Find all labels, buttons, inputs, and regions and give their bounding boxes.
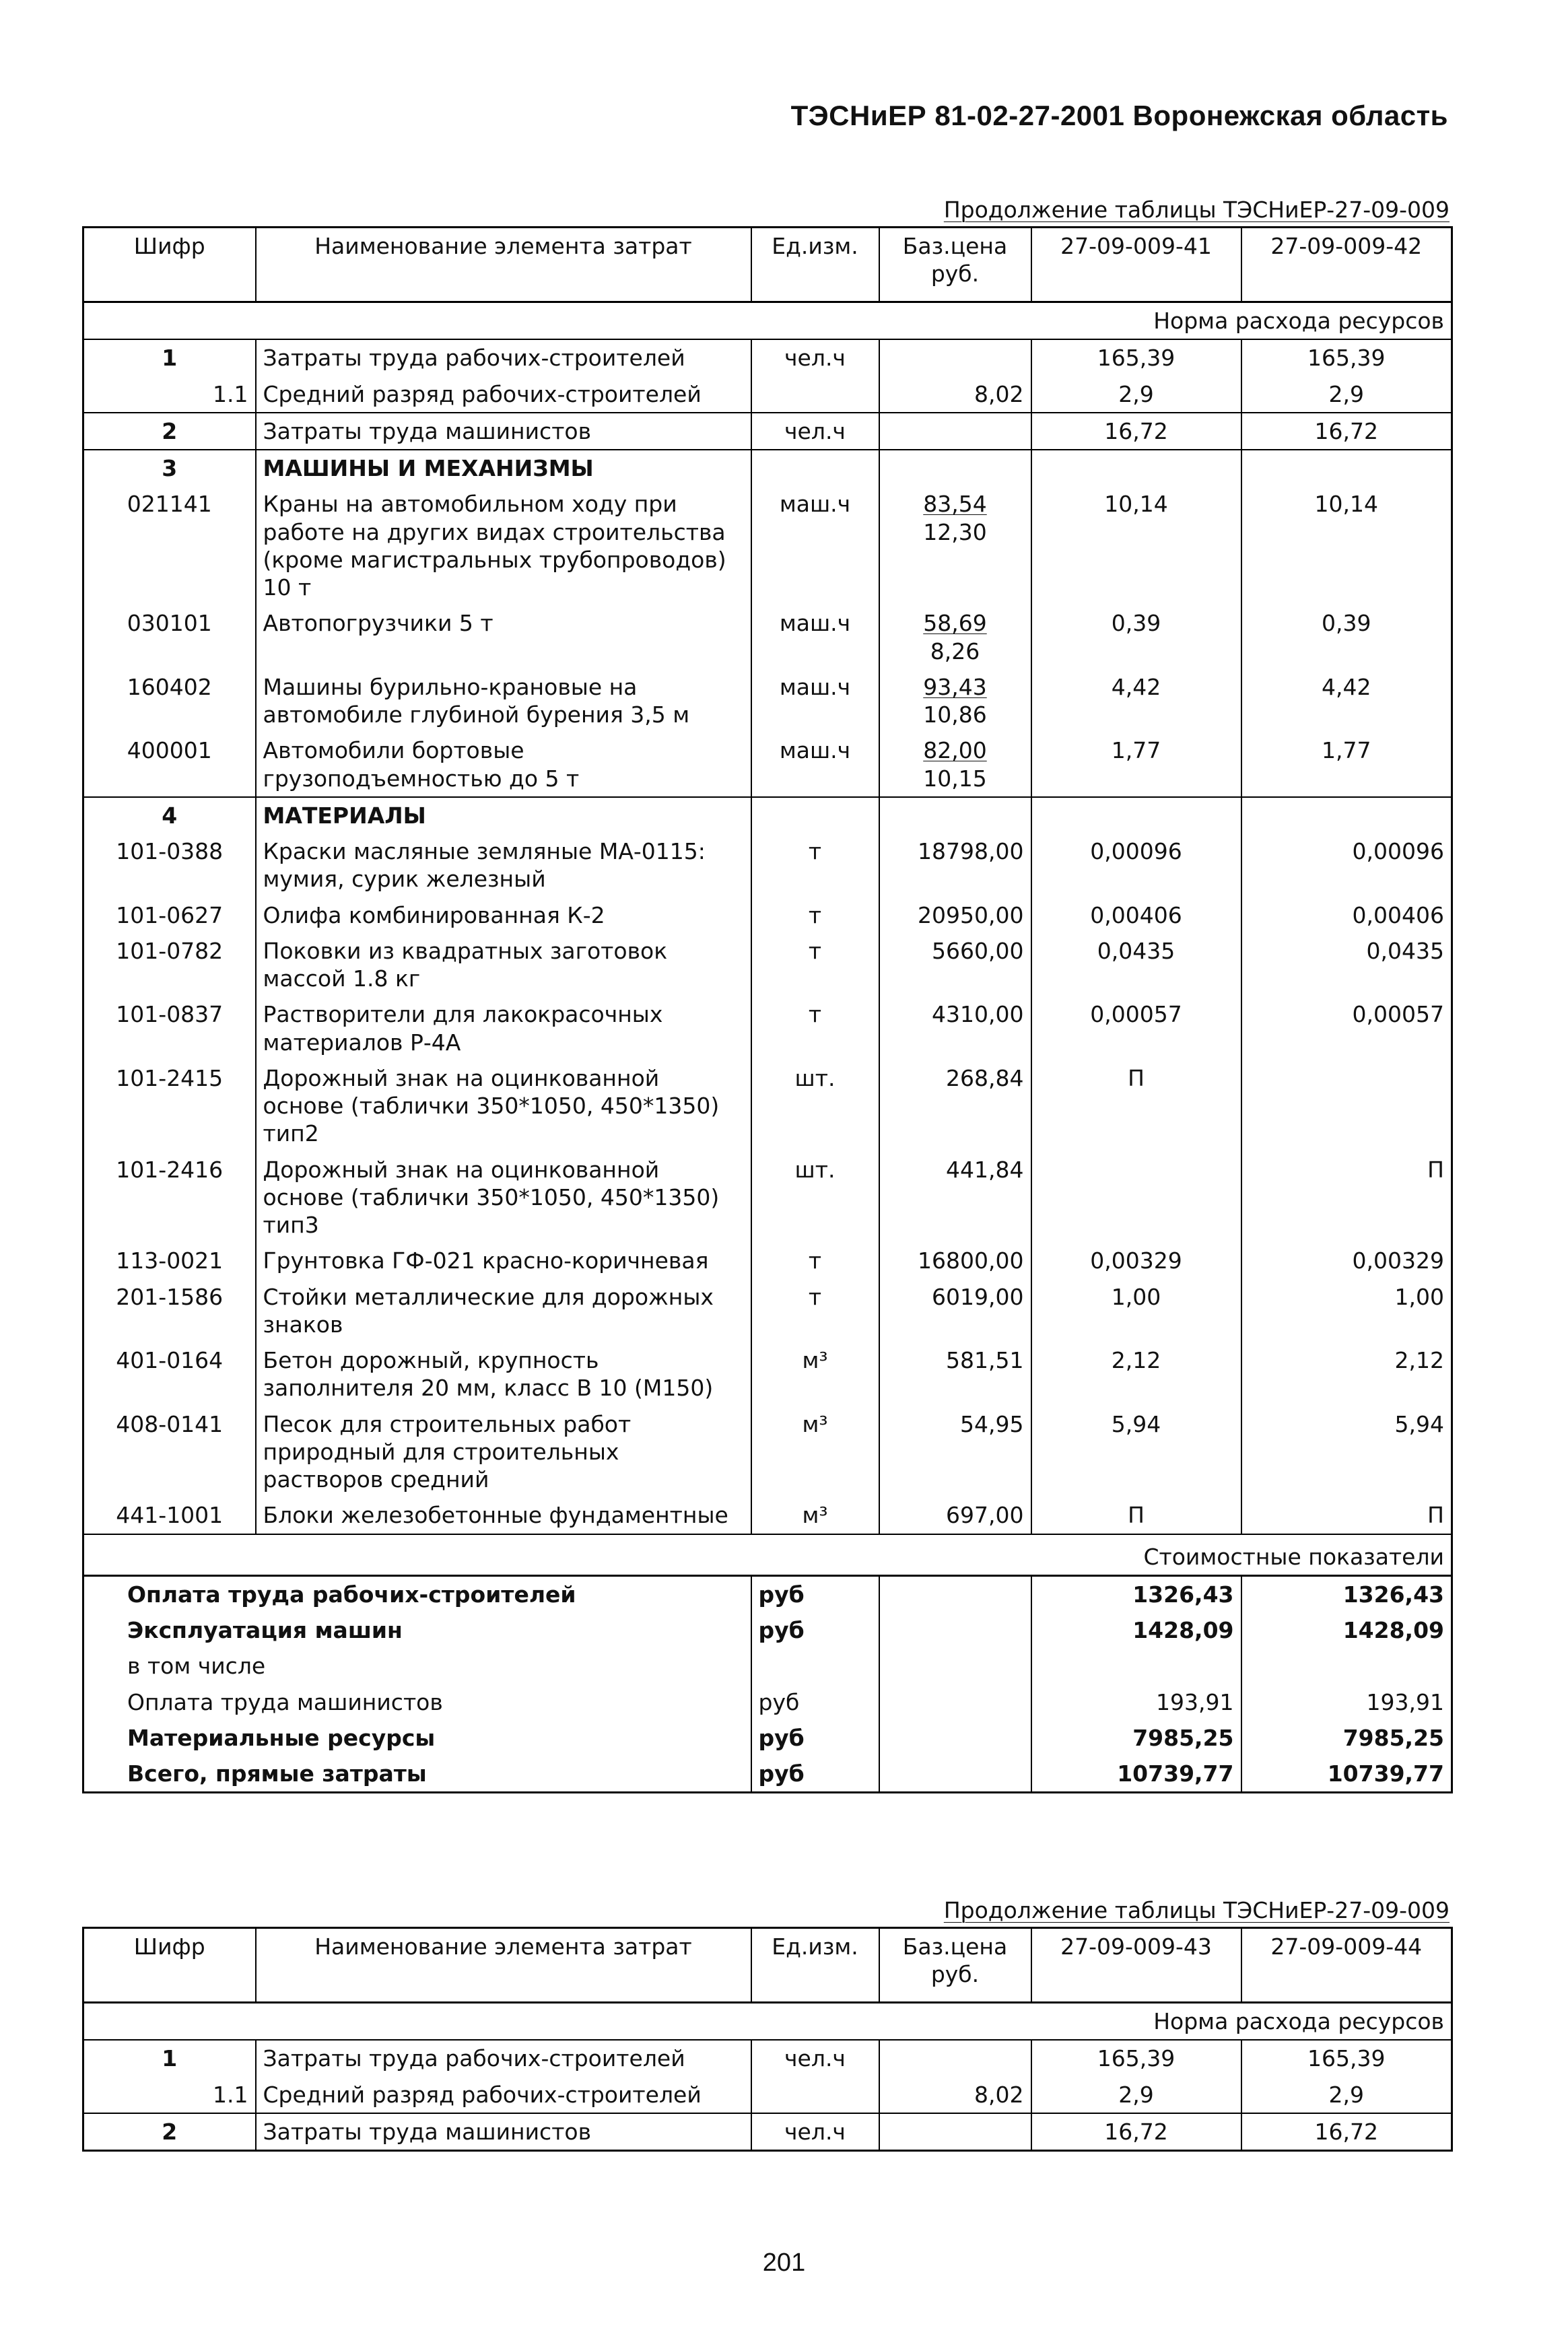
row-unit: т	[751, 933, 879, 997]
section-code: 3	[83, 450, 256, 486]
row-unit: м³	[751, 1342, 879, 1406]
cost-value-a: 1428,09	[1031, 1612, 1241, 1648]
row-price	[879, 486, 1031, 605]
cost-row	[83, 1684, 1452, 1720]
col-header-b: 27-09-009-42	[1241, 228, 1452, 302]
row-name: Затраты труда машинистов	[256, 2113, 751, 2151]
row-code: 101-0837	[116, 1001, 224, 1028]
col-header-unit: Ед.изм.	[751, 228, 879, 302]
row-code: 401-0164	[116, 1347, 224, 1373]
row-unit: чел.ч	[751, 339, 879, 376]
row-unit: т	[751, 833, 879, 897]
section-title: МАТЕРИАЛЫ	[256, 797, 751, 833]
cost-row	[83, 1720, 1452, 1756]
cost-value-a: 10739,77	[1031, 1756, 1241, 1793]
cost-name: Оплата труда рабочих-строителей	[83, 1575, 751, 1612]
row-value-b: 0,39	[1241, 605, 1452, 669]
row-name: Затраты труда рабочих-строителей	[256, 2040, 751, 2076]
row-unit: шт.	[751, 1152, 879, 1243]
row-unit: т	[751, 1279, 879, 1343]
row-value-b: 16,72	[1241, 2113, 1452, 2151]
empty-cell	[879, 1575, 1031, 1612]
machine-price: 82,00	[923, 737, 987, 764]
row-name: Бетон дорожный, крупность заполнителя 20 мм, класс В 10 (М150)	[256, 1342, 751, 1406]
machine-price: 58,69	[923, 610, 987, 637]
row-price: 8,02	[879, 2077, 1031, 2113]
row-price: 6019,00	[879, 1279, 1031, 1343]
row-price: 8,02	[879, 376, 1031, 413]
row-name: Дорожный знак на оцинкованной основе (таблички 350*1050, 450*1350) тип3	[256, 1152, 751, 1243]
col-header-price: Баз.цена руб.	[879, 228, 1031, 302]
row-value-b: 2,9	[1241, 2077, 1452, 2113]
empty-cell	[751, 450, 879, 486]
row-value-a: 0,00406	[1031, 897, 1241, 933]
material-row	[83, 1342, 1452, 1406]
row-value-b: 0,00096	[1241, 833, 1452, 897]
row-price	[879, 669, 1031, 733]
row-unit: шт.	[751, 1060, 879, 1152]
cost-name: в том числе	[127, 1653, 266, 1680]
row-price: 441,84	[879, 1152, 1031, 1243]
row-price	[879, 2113, 1031, 2151]
empty-cell	[879, 1756, 1031, 1793]
cost-value-a: 193,91	[1031, 1684, 1241, 1720]
row-price: 4310,00	[879, 996, 1031, 1060]
row-unit: м³	[751, 1406, 879, 1498]
cost-row	[83, 1612, 1452, 1648]
row-unit	[751, 376, 879, 413]
cost-unit: руб	[751, 1720, 879, 1756]
cost-unit: руб	[751, 1756, 879, 1793]
row-name: Затраты труда рабочих-строителей	[256, 339, 751, 376]
row-code: 021141	[127, 491, 212, 518]
row-code: 1.1	[213, 2081, 248, 2108]
row-value-a: 0,00096	[1031, 833, 1241, 897]
row-name: Грунтовка ГФ-021 красно-коричневая	[256, 1243, 751, 1278]
row-price: 54,95	[879, 1406, 1031, 1498]
row-code: 101-2415	[116, 1064, 224, 1091]
page-number: 201	[762, 2249, 806, 2277]
row-code: 101-0388	[116, 838, 224, 864]
row-value-b: 165,39	[1241, 2040, 1452, 2076]
row-unit: т	[751, 897, 879, 933]
row-price: 16800,00	[879, 1243, 1031, 1278]
row-name: Затраты труда машинистов	[256, 413, 751, 450]
cost-name: Материальные ресурсы	[127, 1724, 436, 1751]
norm-label-row	[83, 2003, 1452, 2041]
machine-row	[83, 605, 1452, 669]
col-header-price: Баз.цена руб.	[879, 1928, 1031, 2003]
row-value-b: 0,00329	[1241, 1243, 1452, 1278]
row-value-a: 1,77	[1031, 732, 1241, 797]
row-code: 408-0141	[116, 1410, 224, 1437]
table-row	[83, 2077, 1452, 2113]
row-value-a: 4,42	[1031, 669, 1241, 733]
cost-unit: руб	[751, 1684, 879, 1720]
machine-price: 93,43	[923, 673, 987, 700]
row-code: 2	[83, 413, 256, 450]
row-value-b: 5,94	[1241, 1406, 1452, 1498]
resource-table-2	[82, 1927, 1453, 2152]
row-unit	[751, 2077, 879, 2113]
col-header-code: Шифр	[83, 228, 256, 302]
norm-label: Норма расхода ресурсов	[83, 2003, 1452, 2041]
section-row	[83, 450, 1452, 486]
machine-row	[83, 732, 1452, 797]
cost-unit: руб	[751, 1575, 879, 1612]
row-value-a	[1031, 1152, 1241, 1243]
row-value-b: 1,00	[1241, 1279, 1452, 1343]
row-code: 160402	[127, 673, 212, 700]
row-unit: маш.ч	[751, 605, 879, 669]
row-value-b: 16,72	[1241, 413, 1452, 450]
row-code: 113-0021	[116, 1247, 224, 1274]
col-header-b: 27-09-009-44	[1241, 1928, 1452, 2003]
row-unit: маш.ч	[751, 669, 879, 733]
row-price: 268,84	[879, 1060, 1031, 1152]
row-name: Машины бурильно-крановые на автомобиле глубиной бурения 3,5 м	[256, 669, 751, 733]
row-code: 201-1586	[116, 1283, 224, 1310]
cost-unit: руб	[751, 1612, 879, 1648]
row-value-a: П	[1031, 1060, 1241, 1152]
cost-value-b: 193,91	[1241, 1684, 1452, 1720]
cost-value-b: 10739,77	[1241, 1756, 1452, 1793]
row-name: Дорожный знак на оцинкованной основе (таблички 350*1050, 450*1350) тип2	[256, 1060, 751, 1152]
cost-name: Всего, прямые затраты	[127, 1760, 427, 1787]
col-header-unit: Ед.изм.	[751, 1928, 879, 2003]
row-value-b: 10,14	[1241, 486, 1452, 605]
col-header-code: Шифр	[83, 1928, 256, 2003]
row-value-a: 1,00	[1031, 1279, 1241, 1343]
table-header-row	[83, 228, 1452, 302]
row-value-a: 0,0435	[1031, 933, 1241, 997]
table-row	[83, 2040, 1452, 2076]
cost-value-a: 7985,25	[1031, 1720, 1241, 1756]
cost-row	[83, 1648, 1452, 1684]
row-name: Автопогрузчики 5 т	[256, 605, 751, 669]
section-title: МАШИНЫ И МЕХАНИЗМЫ	[256, 450, 751, 486]
machine-row	[83, 486, 1452, 605]
cost-label: Стоимостные показатели	[83, 1534, 1452, 1576]
cost-value-b: 1428,09	[1241, 1612, 1452, 1648]
empty-cell	[1031, 450, 1241, 486]
row-price: 697,00	[879, 1497, 1031, 1534]
row-value-a: 2,9	[1031, 2077, 1241, 2113]
row-value-a: 2,12	[1031, 1342, 1241, 1406]
section-code: 4	[83, 797, 256, 833]
cost-row	[83, 1575, 1452, 1612]
material-row	[83, 1497, 1452, 1534]
row-value-a: 16,72	[1031, 413, 1241, 450]
row-unit: маш.ч	[751, 486, 879, 605]
row-value-b: 1,77	[1241, 732, 1452, 797]
row-value-b: 2,9	[1241, 376, 1452, 413]
machinist-wage: 10,86	[923, 701, 987, 728]
row-price	[879, 605, 1031, 669]
row-name: Поковки из квадратных заготовок массой 1.8 кг	[256, 933, 751, 997]
cost-unit	[751, 1648, 879, 1684]
cost-value-b: 7985,25	[1241, 1720, 1452, 1756]
row-price: 581,51	[879, 1342, 1031, 1406]
row-code: 101-0782	[116, 937, 224, 964]
machinist-wage: 8,26	[930, 638, 980, 664]
empty-cell	[751, 797, 879, 833]
table-row	[83, 339, 1452, 376]
section-row	[83, 797, 1452, 833]
table-row	[83, 2113, 1452, 2151]
row-code: 101-0627	[116, 901, 224, 928]
row-code: 101-2416	[116, 1156, 224, 1183]
machine-price: 83,54	[923, 491, 987, 518]
row-code: 1.1	[213, 380, 248, 407]
cost-label-row	[83, 1534, 1452, 1576]
empty-cell	[879, 1684, 1031, 1720]
cost-value-a	[1031, 1648, 1241, 1684]
table-row	[83, 376, 1452, 413]
row-value-a: 0,00329	[1031, 1243, 1241, 1278]
empty-cell	[1031, 797, 1241, 833]
material-row	[83, 1152, 1452, 1243]
material-row	[83, 933, 1452, 997]
cost-row	[83, 1756, 1452, 1793]
row-code: 400001	[127, 737, 212, 764]
row-name: Блоки железобетонные фундаментные	[256, 1497, 751, 1534]
cost-name: Оплата труда машинистов	[127, 1688, 443, 1715]
cost-value-b	[1241, 1648, 1452, 1684]
cost-value-b: 1326,43	[1241, 1575, 1452, 1612]
row-unit: чел.ч	[751, 413, 879, 450]
row-name: Средний разряд рабочих-строителей	[256, 2077, 751, 2113]
norm-label-row	[83, 302, 1452, 340]
machinist-wage: 10,15	[923, 765, 987, 792]
row-value-b: 4,42	[1241, 669, 1452, 733]
material-row	[83, 833, 1452, 897]
row-unit: т	[751, 1243, 879, 1278]
running-header: ТЭСНиЕР 81-02-27-2001 Воронежская область	[790, 100, 1448, 131]
row-value-b: П	[1241, 1152, 1452, 1243]
table-row	[83, 413, 1452, 450]
row-value-b: 0,0435	[1241, 933, 1452, 997]
row-name: Автомобили бортовые грузоподъемностью до 5 т	[256, 732, 751, 797]
row-unit: чел.ч	[751, 2040, 879, 2076]
row-value-a: 16,72	[1031, 2113, 1241, 2151]
row-price	[879, 2040, 1031, 2076]
row-price: 5660,00	[879, 933, 1031, 997]
row-name: Краны на автомобильном ходу при работе на других видах строительства (кроме магистральных трубопроводов) 10 т	[256, 486, 751, 605]
row-value-a: 0,39	[1031, 605, 1241, 669]
material-row	[83, 996, 1452, 1060]
material-row	[83, 897, 1452, 933]
row-value-a: П	[1031, 1497, 1241, 1534]
row-value-a: 5,94	[1031, 1406, 1241, 1498]
norm-label: Норма расхода ресурсов	[83, 302, 1452, 340]
row-price: 18798,00	[879, 833, 1031, 897]
row-value-a: 0,00057	[1031, 996, 1241, 1060]
machine-row	[83, 669, 1452, 733]
row-value-a: 2,9	[1031, 376, 1241, 413]
row-name: Средний разряд рабочих-строителей	[256, 376, 751, 413]
empty-cell	[879, 1720, 1031, 1756]
row-value-b: 165,39	[1241, 339, 1452, 376]
machinist-wage: 12,30	[923, 518, 987, 545]
row-value-b: 2,12	[1241, 1342, 1452, 1406]
table-header-row	[83, 1928, 1452, 2003]
row-value-a: 165,39	[1031, 2040, 1241, 2076]
row-value-b: 0,00057	[1241, 996, 1452, 1060]
material-row	[83, 1243, 1452, 1278]
row-name: Стойки металлические для дорожных знаков	[256, 1279, 751, 1343]
empty-cell	[879, 797, 1031, 833]
row-code: 1	[162, 2045, 178, 2072]
row-unit: м³	[751, 1497, 879, 1534]
empty-cell	[879, 450, 1031, 486]
row-name: Растворители для лакокрасочных материалов Р-4А	[256, 996, 751, 1060]
cost-name: Эксплуатация машин	[127, 1617, 403, 1643]
row-price	[879, 732, 1031, 797]
col-header-a: 27-09-009-41	[1031, 228, 1241, 302]
cost-value-a: 1326,43	[1031, 1575, 1241, 1612]
empty-cell	[1241, 797, 1452, 833]
row-unit: маш.ч	[751, 732, 879, 797]
empty-cell	[1241, 450, 1452, 486]
resource-table-1	[82, 226, 1453, 1793]
row-value-a: 10,14	[1031, 486, 1241, 605]
empty-cell	[879, 1612, 1031, 1648]
row-unit: чел.ч	[751, 2113, 879, 2151]
row-price	[879, 413, 1031, 450]
col-header-a: 27-09-009-43	[1031, 1928, 1241, 2003]
table2-caption: Продолжение таблицы ТЭСНиЕР-27-09-009	[943, 1897, 1450, 1923]
empty-cell	[879, 1648, 1031, 1684]
row-price	[879, 339, 1031, 376]
col-header-name: Наименование элемента затрат	[256, 228, 751, 302]
col-header-name: Наименование элемента затрат	[256, 1928, 751, 2003]
row-name: Олифа комбинированная К-2	[256, 897, 751, 933]
row-code: 030101	[127, 610, 212, 637]
row-name: Песок для строительных работ природный для строительных растворов средний	[256, 1406, 751, 1498]
row-value-b: 0,00406	[1241, 897, 1452, 933]
material-row	[83, 1060, 1452, 1152]
row-code: 1	[162, 345, 178, 372]
table1-caption: Продолжение таблицы ТЭСНиЕР-27-09-009	[943, 197, 1450, 223]
row-code: 441-1001	[116, 1502, 224, 1529]
row-name: Краски масляные земляные МА-0115: мумия, сурик железный	[256, 833, 751, 897]
row-value-b	[1241, 1060, 1452, 1152]
row-unit: т	[751, 996, 879, 1060]
material-row	[83, 1279, 1452, 1343]
row-price: 20950,00	[879, 897, 1031, 933]
row-value-a: 165,39	[1031, 339, 1241, 376]
row-code: 2	[83, 2113, 256, 2151]
material-row	[83, 1406, 1452, 1498]
row-value-b: П	[1241, 1497, 1452, 1534]
